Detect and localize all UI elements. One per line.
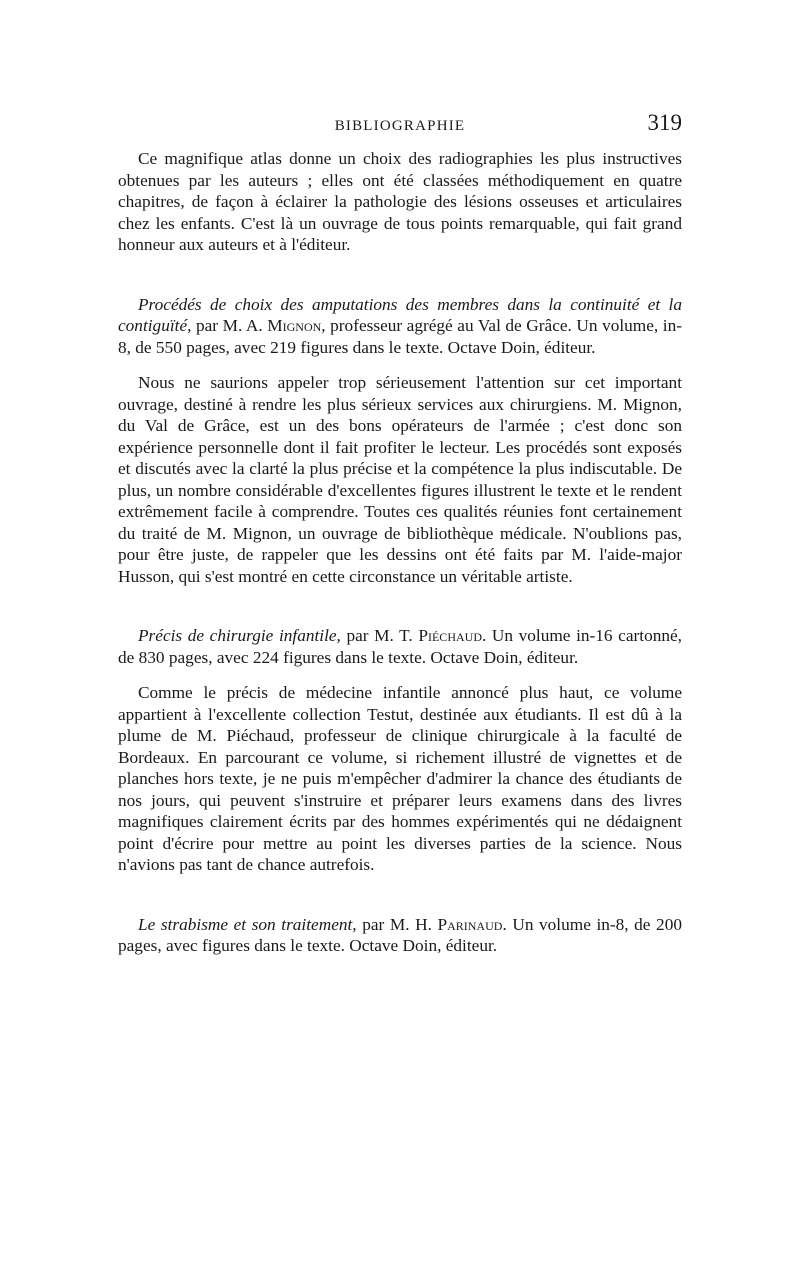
page-header xyxy=(118,110,682,144)
book-details: , professeur agrégé au Val de Grâce. Un volume, in-8, de 550 pages, avec 219 figures dans le texte. Octave Doin, éditeur. xyxy=(118,316,682,357)
author-name: Mignon xyxy=(267,316,322,335)
review-paragraph-radiography-atlas: Ce magnifique atlas donne un choix des radiographies les plus instructives obtenues par les auteurs ; elles ont été classées méthodiquement en quatre chapitres, de façon à éclairer la pathologie des lésions osseuses et articulaires chez les enfants. C'est là un ouvrage de tous points remarquable, qui fait grand honneur aux auteurs et à l'éditeur. xyxy=(118,149,682,254)
bibliographic-entry-mignon xyxy=(118,294,682,359)
bibliographic-entry-parinaud xyxy=(118,914,682,957)
author-prefix: par M. A. xyxy=(191,316,268,335)
page-number: 319 xyxy=(647,110,682,135)
page-body xyxy=(118,148,682,971)
book-details: . Un volume in-16 cartonné, de 830 pages, avec 224 figures dans le texte. Octave Doin, éditeur. xyxy=(118,626,682,667)
author-name: Piéchaud xyxy=(418,626,482,645)
bibliographic-entry-piechaud xyxy=(118,625,682,668)
review-paragraph-mignon: Nous ne saurions appeler trop sérieusement l'attention sur cet important ouvrage, destiné à rendre les plus sérieux services aux chirurgiens. M. Mignon, du Val de Grâce, est un des bons opérateurs de l'armée ; c'est donc son expérience personnelle dont il fait profiter le lecteur. Les procédés sont exposés et discutés avec la clarté la plus précise et la compétence la plus indiscutable. De plus, un nombre considérable d'excellentes figures illustrent le texte et le rendent extrêmement facile à comprendre. Toutes ces qualités réunies font certainement du traité de M. Mignon, un ouvrage de bibliothèque médicale. N'oublions pas, pour être juste, de rappeler que les dessins ont été faits par M. l'aide-major Husson, qui s'est montré en cette circonstance un véritable artiste. xyxy=(118,373,682,586)
review-paragraph-piechaud: Comme le précis de médecine infantile annoncé plus haut, ce volume appartient à l'excellente collection Testut, destinée aux étudiants. Il est dû à la plume de M. Piéchaud, professeur de clinique chirurgicale à la faculté de Bordeaux. En parcourant ce volume, si richement illustré de vignettes et de planches hors texte, je ne puis m'empêcher d'admirer la chance des étudiants de nos jours, qui peuvent s'instruire et préparer leurs examens dans des livres magnifiques clairement écrits par des hommes expérimentés qui ne dédaignent point d'écrire pour mettre au point les diverses parties de la science. Nous n'avions pas tant de chance autrefois. xyxy=(118,683,682,874)
author-prefix: par M. H. xyxy=(356,914,438,934)
book-title: Précis de chirurgie infantile, xyxy=(138,626,341,645)
book-title: Le strabisme et son traitement, xyxy=(138,914,357,934)
book-details: . Un volume in-8, de 200 pages, avec figures dans le texte. Octave Doin, éditeur. xyxy=(118,914,682,955)
author-name: Parinaud xyxy=(437,914,503,934)
book-title: Procédés de choix des amputations des membres dans la continuité et la contiguïté, xyxy=(118,294,682,335)
author-prefix: par M. T. xyxy=(340,626,419,645)
running-title: BIBLIOGRAPHIE xyxy=(334,118,466,134)
